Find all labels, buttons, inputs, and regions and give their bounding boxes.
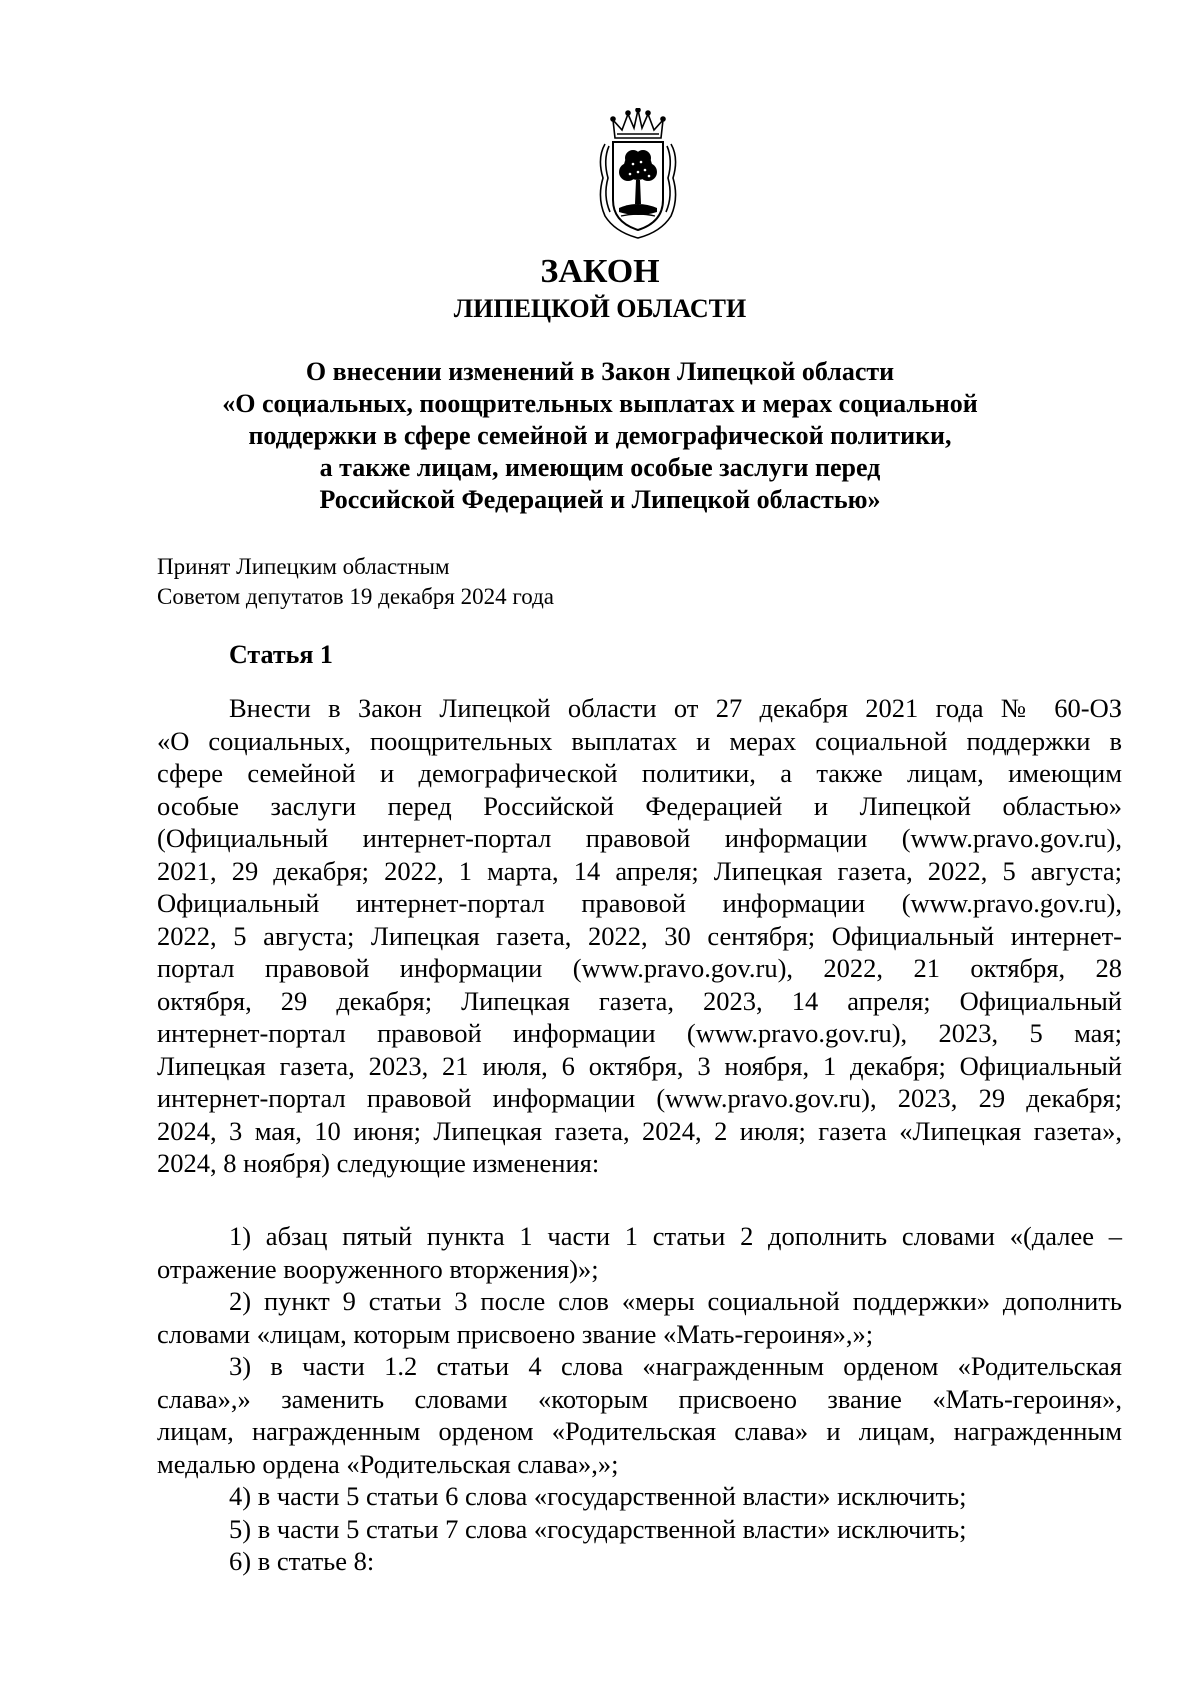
amendment-line: 1) абзац пятый пункта 1 части 1 статьи 2 дополнить словами «(далее – [229,1221,1122,1251]
law-subject-title [0,356,1200,516]
amendment-line: отражение вооруженного вторжения)»; [157,1253,599,1284]
paragraph-line: сфере семейной и демографической политики, а также лицам, имеющим [157,758,1122,788]
paragraph-line: 2022, 5 августа; Липецкая газета, 2022, 30 сентября; Официальный интернет- [157,920,1122,951]
paragraph-line: особые заслуги перед Российской Федерацией и Липецкой областью» [157,790,1122,821]
law-title: ЗАКОН [540,253,660,290]
paragraph-line: Официальный интернет-портал правовой информации (www.pravo.gov.ru), [157,888,1122,918]
subject-line: Российской Федерацией и Липецкой областью» [319,485,881,514]
amendment-line: лицам, награжденным орденом «Родительская слава» и лицам, награжденным [157,1416,1122,1446]
adoption-note [157,552,554,612]
paragraph-line: 2024, 3 мая, 10 июня; Липецкая газета, 2024, 2 июля; газета «Липецкая газета», [157,1115,1122,1146]
amendment-line: 5) в части 5 статьи 7 слова «государственной власти» исключить; [229,1513,967,1544]
paragraph-line: Липецкая газета, 2023, 21 июля, 6 октября, 3 ноября, 1 декабря; Официальный [157,1050,1122,1081]
coat-of-arms-emblem [595,108,681,242]
amendment-line: 4) в части 5 статьи 6 слова «государственной власти» исключить; [229,1481,967,1511]
paragraph-line: октября, 29 декабря; Липецкая газета, 2023, 14 апреля; Официальный [157,985,1122,1016]
amendment-line: медалью ордена «Родительская слава»,»; [157,1448,619,1479]
amendments-list [157,1220,1122,1578]
amendment-line: слава»,» заменить словами «которым присвоено звание «Мать-героиня», [157,1383,1122,1414]
paragraph-line: интернет-портал правовой информации (www.pravo.gov.ru), 2023, 29 декабря; [157,1083,1122,1113]
article-intro-paragraph [157,692,1122,1180]
paragraph-line: «О социальных, поощрительных выплатах и мерах социальной поддержки в [157,725,1122,756]
subject-line: а также лицам, имеющим особые заслуги перед [319,453,881,482]
adoption-line: Советом депутатов 19 декабря 2024 года [157,584,554,609]
paragraph-line: 2021, 29 декабря; 2022, 1 марта, 14 апреля; Липецкая газета, 2022, 5 августа; [157,855,1122,886]
paragraph-line: портал правовой информации (www.pravo.gov.ru), 2022, 21 октября, 28 [157,953,1122,983]
amendment-line: 6) в статье 8: [229,1546,375,1576]
adoption-line: Принят Липецким областным [157,554,450,579]
subject-line: «О социальных, поощрительных выплатах и мерах социальной [222,389,978,418]
paragraph-line: Внести в Закон Липецкой области от 27 декабря 2021 года № 60-ОЗ [229,693,1122,723]
amendment-line: 3) в части 1.2 статьи 4 слова «награжденным орденом «Родительская [229,1351,1122,1381]
paragraph-line: 2024, 8 ноября) следующие изменения: [157,1148,600,1178]
paragraph-line: интернет-портал правовой информации (www.pravo.gov.ru), 2023, 5 мая; [157,1018,1122,1048]
region-title: ЛИПЕЦКОЙ ОБЛАСТИ [453,294,747,323]
amendment-line: 2) пункт 9 статьи 3 после слов «меры социальной поддержки» дополнить [229,1286,1122,1316]
subject-line: О внесении изменений в Закон Липецкой области [305,357,895,386]
amendment-line: словами «лицам, которым присвоено звание «Мать-героиня»,»; [157,1318,874,1349]
article-heading: Статья 1 [229,640,333,669]
subject-line: поддержки в сфере семейной и демографической политики, [248,421,952,450]
paragraph-line: (Официальный интернет-портал правовой информации (www.pravo.gov.ru), [157,823,1122,853]
